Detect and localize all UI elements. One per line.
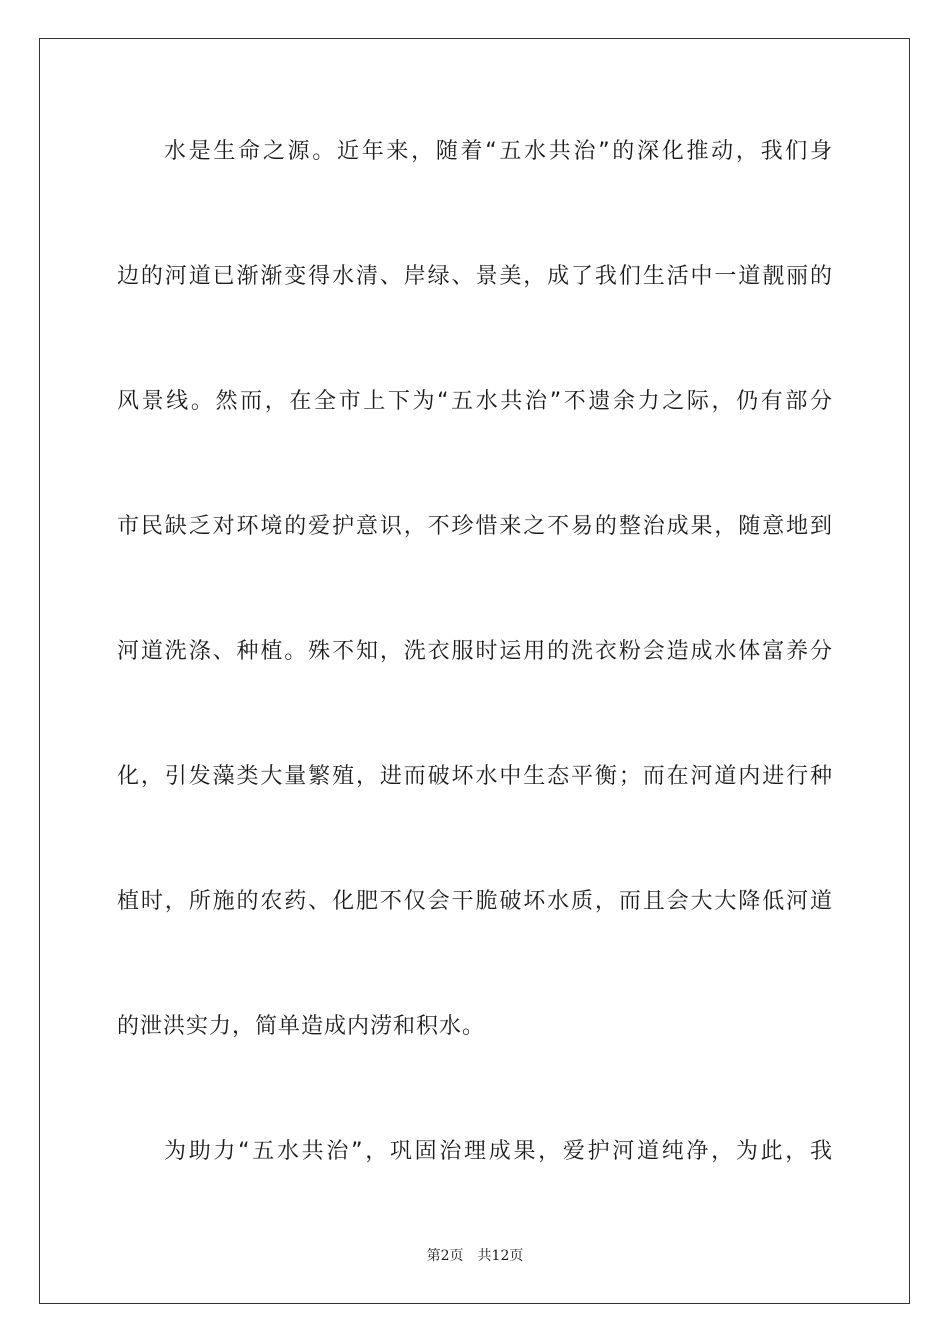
paragraph-1-line-3: 风景线。然而，在全市上下为“五水共治”不遗余力之际，仍有部分 xyxy=(117,389,833,414)
paragraph-1-line-4: 市民缺乏对环境的爱护意识，不珍惜来之不易的整治成果，随意地到 xyxy=(117,514,833,539)
paragraph-2-line-1: 为助力“五水共治”，巩固治理成果，爱护河道纯净，为此，我 xyxy=(164,1139,833,1164)
paragraph-1-line-1: 水是生命之源。近年来，随着“五水共治”的深化推动，我们身 xyxy=(164,139,834,164)
paragraph-1-line-7: 植时，所施的农药、化肥不仅会干脆破坏水质，而且会大大降低河道 xyxy=(117,889,833,914)
page-border xyxy=(39,38,910,1304)
paragraph-1-line-5: 河道洗涤、种植。殊不知，洗衣服时运用的洗衣粉会造成水体富养分 xyxy=(117,639,833,664)
page-number-current: 第2页 xyxy=(426,1248,464,1264)
paragraph-1-line-2: 边的河道已渐渐变得水清、岸绿、景美，成了我们生活中一道靓丽的 xyxy=(117,264,833,289)
page-footer xyxy=(0,1246,950,1266)
paragraph-1-line-6: 化，引发藻类大量繁殖，进而破坏水中生态平衡；而在河道内进行种 xyxy=(117,764,833,789)
page-number-total: 共12页 xyxy=(477,1248,524,1264)
paragraph-1-line-8: 的泄洪实力，简单造成内涝和积水。 xyxy=(117,1014,486,1039)
